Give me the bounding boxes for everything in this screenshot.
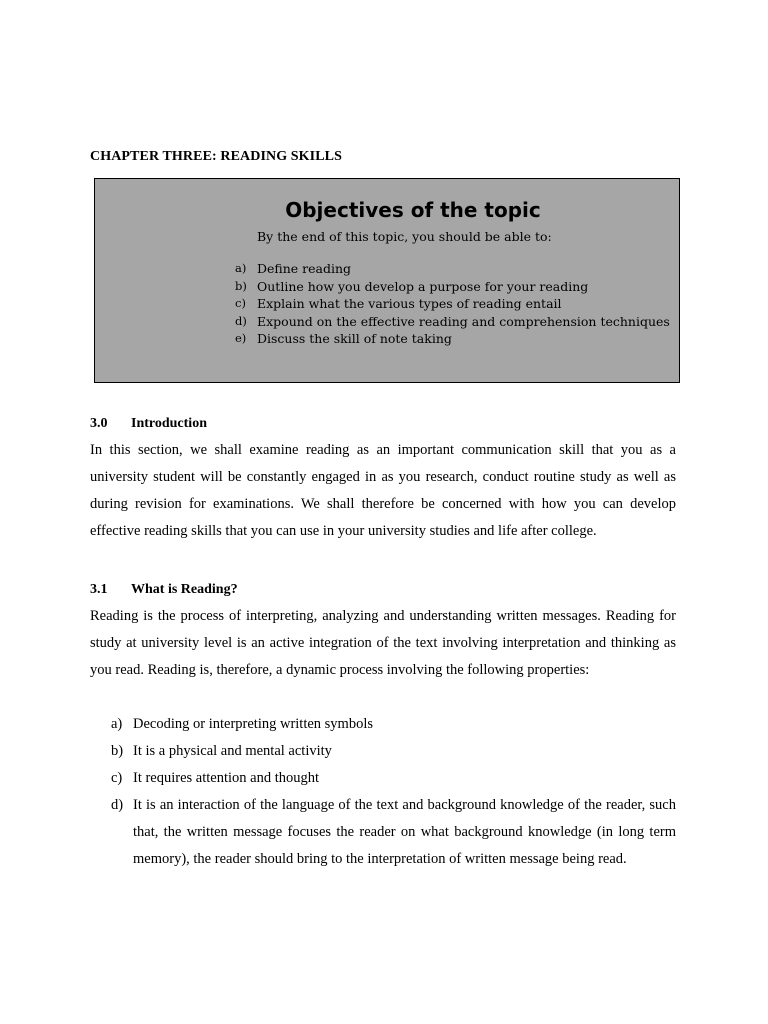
chapter-title: CHAPTER THREE: READING SKILLS bbox=[90, 149, 342, 164]
introduction-paragraph: In this section, we shall examine reading as an important communication skill that you as a university student will be constantly engaged in as you research, conduct routine study as well as during revision for examinations. We shall therefore be concerned with how you can develop effective reading skills that you can use in your university studies and life after college. bbox=[90, 442, 676, 539]
section-title: Introduction bbox=[131, 416, 207, 431]
list-marker: c) bbox=[111, 770, 123, 786]
objective-text: Expound on the effective reading and comprehension techniques bbox=[257, 313, 670, 329]
objective-text: Define reading bbox=[257, 261, 352, 276]
section-heading-what-is-reading bbox=[90, 582, 238, 598]
objective-marker: c) bbox=[235, 296, 246, 311]
section-heading-introduction bbox=[90, 416, 207, 432]
objective-text: Outline how you develop a purpose for your reading bbox=[257, 278, 589, 294]
objective-text: Discuss the skill of note taking bbox=[257, 331, 452, 347]
objective-item bbox=[235, 295, 670, 313]
objective-item bbox=[235, 313, 670, 331]
section-title: What is Reading? bbox=[131, 582, 238, 597]
section-number: 3.0 bbox=[90, 416, 108, 431]
list-item-text: Decoding or interpreting written symbols bbox=[133, 716, 374, 732]
objective-item bbox=[235, 260, 670, 278]
objective-item bbox=[235, 330, 670, 348]
objectives-box bbox=[94, 178, 680, 383]
what-is-reading-paragraph: Reading is the process of interpreting, analyzing and understanding written messages. Reading for study at university level is an active integration of the text involving interpretation and thinking as you read. Reading is, therefore, a dynamic process involving the following properties: bbox=[90, 608, 676, 678]
objective-marker: e) bbox=[235, 331, 247, 346]
objective-marker: a) bbox=[235, 261, 247, 275]
objectives-list bbox=[235, 260, 670, 348]
list-item-text: It requires attention and thought bbox=[133, 770, 320, 786]
list-item-text: It is a physical and mental activity bbox=[133, 743, 332, 759]
list-item bbox=[90, 765, 676, 792]
list-marker: b) bbox=[111, 743, 124, 759]
reading-properties-list bbox=[90, 711, 676, 873]
objective-item bbox=[235, 278, 670, 296]
list-item bbox=[90, 792, 676, 873]
section-number: 3.1 bbox=[90, 582, 108, 597]
objective-marker: b) bbox=[235, 278, 247, 293]
list-item bbox=[90, 711, 676, 738]
objectives-intro: By the end of this topic, you should be able to: bbox=[257, 229, 552, 244]
list-item-text: It is an interaction of the language of the text and background knowledge of the reader, such that, the written message focuses the reader on what background knowledge (in long term memory), the reader should bring to the interpretation of written message being read. bbox=[133, 797, 676, 867]
list-item bbox=[90, 738, 676, 765]
objective-marker: d) bbox=[235, 313, 247, 328]
list-marker: d) bbox=[111, 797, 124, 813]
objectives-heading: Objectives of the topic bbox=[285, 198, 541, 222]
list-marker: a) bbox=[111, 716, 123, 732]
objective-text: Explain what the various types of reading entail bbox=[257, 296, 562, 312]
